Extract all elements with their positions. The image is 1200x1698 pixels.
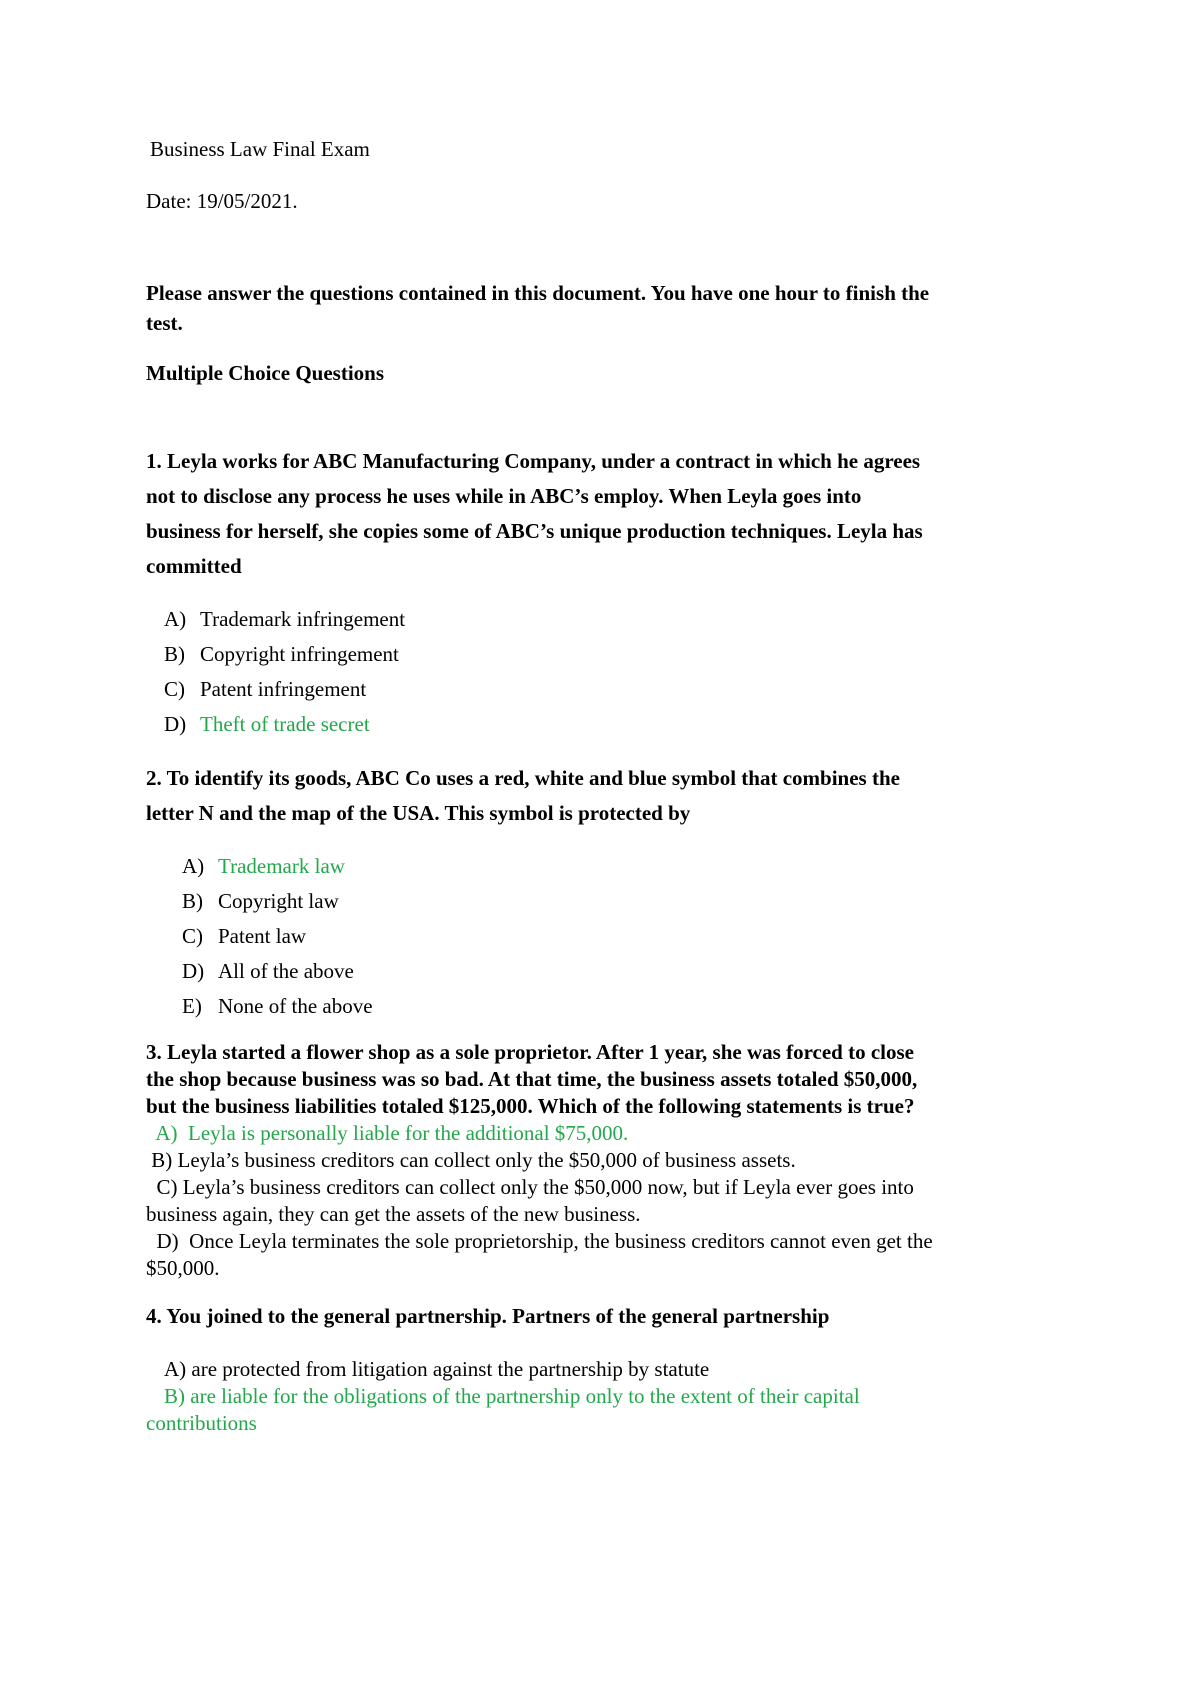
q3-line-3: but the business liabilities totaled $125,000. Which of the following statements is true? xyxy=(146,1094,915,1118)
q1-line-1: 1. Leyla works for ABC Manufacturing Company, under a contract in which he agrees xyxy=(146,449,921,473)
q1-option-a-text: Trademark infringement xyxy=(200,607,406,631)
q2-option-b xyxy=(182,888,339,914)
q2-option-e-text: None of the above xyxy=(218,994,373,1018)
q2-option-c xyxy=(182,923,306,949)
q3-option-c: C) Leyla’s business creditors can collect only the $50,000 now, but if Leyla ever goes into xyxy=(146,1175,914,1199)
q3-option-d: D) Once Leyla terminates the sole proprietorship, the business creditors cannot even get the xyxy=(146,1229,933,1253)
q2-option-b-text: Copyright law xyxy=(218,889,339,913)
q3-line-2: the shop because business was so bad. At that time, the business assets totaled $50,000, xyxy=(146,1067,918,1091)
q2-option-a-text-correct: Trademark law xyxy=(218,854,345,878)
q4-question: 4. You joined to the general partnership. Partners of the general partnership xyxy=(146,1304,830,1328)
q2-option-e-label: E) xyxy=(182,994,202,1018)
q1-option-b-label: B) xyxy=(164,642,185,666)
q2-option-d-text: All of the above xyxy=(218,959,354,983)
q4-option-b-correct: B) are liable for the obligations of the partnership only to the extent of their capital xyxy=(164,1384,860,1408)
q2-option-d xyxy=(182,958,354,984)
q1-option-d-text-correct: Theft of trade secret xyxy=(200,712,370,736)
instructions-line-2: test. xyxy=(146,311,183,335)
q3-option-c-continued: business again, they can get the assets of the new business. xyxy=(146,1202,641,1226)
q1-option-d xyxy=(164,711,370,737)
q1-option-b-text: Copyright infringement xyxy=(200,642,399,666)
q3-line-1: 3. Leyla started a flower shop as a sole proprietor. After 1 year, she was forced to close xyxy=(146,1040,914,1064)
instructions-line-1: Please answer the questions contained in this document. You have one hour to finish the xyxy=(146,281,930,305)
q2-option-a-label: A) xyxy=(182,854,205,878)
q1-line-2: not to disclose any process he uses while in ABC’s employ. When Leyla goes into xyxy=(146,484,862,508)
q1-option-d-label: D) xyxy=(164,712,187,736)
q2-line-2: letter N and the map of the USA. This symbol is protected by xyxy=(146,801,691,825)
q2-option-b-label: B) xyxy=(182,889,203,913)
q1-option-a-label: A) xyxy=(164,607,187,631)
section-heading: Multiple Choice Questions xyxy=(146,361,385,385)
q3-option-d-continued: $50,000. xyxy=(146,1256,220,1280)
q1-line-4: committed xyxy=(146,554,242,578)
q1-option-c-label: C) xyxy=(164,677,185,701)
q3-option-a-correct: A) Leyla is personally liable for the additional $75,000. xyxy=(146,1121,629,1145)
q1-option-c-text: Patent infringement xyxy=(200,677,367,701)
q2-option-d-label: D) xyxy=(182,959,205,983)
q2-line-1: 2. To identify its goods, ABC Co uses a red, white and blue symbol that combines the xyxy=(146,766,900,790)
q1-option-b xyxy=(164,641,399,667)
q1-option-c xyxy=(164,676,366,702)
q2-option-c-text: Patent law xyxy=(218,924,307,948)
q4-option-a: A) are protected from litigation against the partnership by statute xyxy=(164,1357,710,1381)
q4-option-b-continued: contributions xyxy=(146,1411,257,1435)
q2-option-a xyxy=(182,853,345,879)
exam-date: Date: 19/05/2021. xyxy=(146,189,298,213)
q1-line-3: business for herself, she copies some of ABC’s unique production techniques. Leyla has xyxy=(146,519,923,543)
exam-title: Business Law Final Exam xyxy=(150,137,370,161)
q2-option-e xyxy=(182,993,373,1019)
q1-option-a xyxy=(164,606,405,632)
q2-option-c-label: C) xyxy=(182,924,203,948)
q3-option-b: B) Leyla’s business creditors can collect only the $50,000 of business assets. xyxy=(146,1148,796,1172)
